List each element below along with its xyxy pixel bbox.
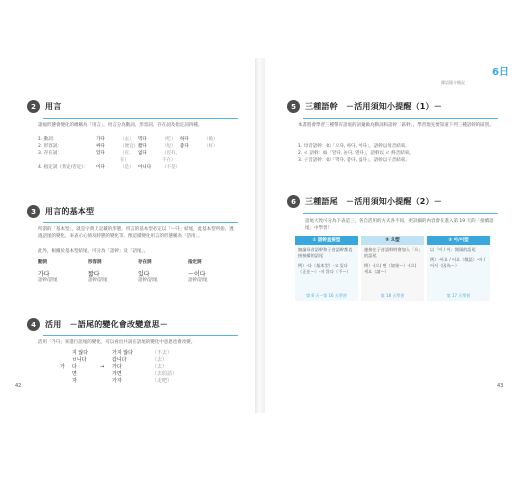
section-6-heading (287, 195, 442, 208)
book-spread (5, 58, 515, 413)
section-4-body: 活用「가다」來進行語尾的變化，可以看出共詞在語尾的變化中意思也會改變。 (38, 340, 196, 345)
column-example: 例）-다（基本型）-고 있다（正在～）-지 않다（不～） (298, 263, 351, 274)
column-header: ① 語幹直接型 (295, 236, 358, 245)
column-footer: 第 18 天學習 (380, 293, 405, 298)
ending-type-column (361, 236, 424, 301)
stem-ending-label: 語幹/語尾 (88, 278, 108, 283)
result-list: 가지 않다 갑니다 가다 가면 가자 (112, 350, 133, 384)
running-header: 韓語簡介概況 (441, 80, 465, 85)
ending-type-column (295, 236, 358, 301)
section-title: 三種語幹 －活用須知小提醒（1）－ (305, 102, 442, 111)
conjugation-diagram (60, 350, 240, 390)
section-4-heading (27, 318, 168, 331)
list-item: 4. 指定詞（肯定/否定）： 이다 （是） 아니다 （不是） (38, 165, 180, 170)
section-divider (303, 213, 498, 214)
list-item: 1. 母音語幹：如「오다, 하다, 이다」，語幹以母音結束。 (298, 144, 410, 149)
stem-ending-label: 語幹/語尾 (38, 278, 58, 283)
column-description: 無論母音語幹和子音語幹都直接接續的語尾 (298, 247, 353, 258)
column-footer: 第 17 天學習 (446, 293, 471, 298)
stem: 가 (60, 364, 65, 370)
section-title: 三種語尾 －活用須知小提醒（2）－ (305, 197, 442, 206)
section-3-body-2: 此外，根據於基本型結尾，可分為「語幹」及「語尾」。 (38, 249, 149, 254)
day-badge: 6日 (492, 67, 509, 78)
list-item: 3. 子音語幹：如「먹다, 좋다, 싫다」，語幹以子音結束。 (298, 158, 410, 163)
book-gutter (255, 58, 265, 413)
stem-type-list (298, 143, 498, 164)
list-item: 3. 存在詞： 있다 （有、在） 없다 （沒有、不在） (38, 151, 180, 163)
ending-type-column (427, 236, 490, 301)
section-5-intro: 本書將會學習三種帶有語尾的詞彙做為動詞和語幹「區幹」，學習現先要知道下列三種語幹的區別。 (298, 123, 494, 128)
section-2-heading (27, 100, 61, 113)
column-header: ② 으型 (361, 236, 424, 245)
section-number: 6 (287, 195, 300, 208)
section-divider (43, 118, 238, 119)
page-number: 42 (15, 383, 22, 389)
column-footer: 第 8 天～第 16 天學習 (306, 293, 347, 298)
section-divider (43, 222, 238, 223)
section-divider (43, 335, 238, 336)
section-3-heading (27, 205, 94, 218)
column-example: 例）-(으) 면（如果～）-(으) 세요（請～） (364, 263, 417, 274)
right-page (265, 58, 515, 413)
list-item: 2. 形容詞： 싸다 （便宜） 짧다 （短） 좋다 （好） (38, 144, 218, 149)
basic-form-column: 形容詞 짧다 語幹/語尾 (88, 259, 128, 284)
section-number: 4 (27, 318, 40, 331)
section-5-heading (287, 100, 442, 113)
section-title: 活用 －語尾的變化會改變意思－ (45, 320, 168, 329)
section-title: 用言的基本型 (45, 207, 95, 216)
list-item: 1. 動詞： 가다 （去） 먹다 （吃） 하다 （做） (38, 137, 218, 142)
section-number: 2 (27, 100, 40, 113)
arrow: → (100, 364, 105, 370)
ending-type-table (295, 236, 490, 308)
section-divider (303, 118, 498, 119)
column-description: 以「아 / 어」開頭的語尾 (430, 247, 476, 252)
column-description: 連接在子音語幹時會加入「으」的語尾 (364, 247, 421, 258)
column-example: 例）-아요 / 어요（敬語）-아 / 어서（因為～） (430, 257, 486, 268)
basic-form-column: 動詞 가다 語幹/語尾 (38, 259, 78, 284)
section-6-body: 語尾大致可分為下表這三，各自活用的方式各不同，更詳細的內容會在進入第 19 天的「接續語尾」中學習！ (305, 219, 494, 231)
section-title: 用言 (45, 102, 62, 111)
ending-list: 지 않다 ㅂ니다 다 면 자 (72, 350, 89, 384)
list-item: 2. ㄹ 語幹：如「알다, 놀다, 멀다」，語幹以 ㄹ 終音結束。 (298, 151, 414, 156)
section-number: 5 (287, 100, 300, 113)
basic-form-column: 存在詞 있다 語幹/語尾 (138, 259, 178, 284)
column-header: ③ 아/어型 (427, 236, 490, 245)
gloss-list: （不去） （去） （去） （去的話） （走吧） (152, 350, 178, 384)
stem-ending-label: 語幹/語尾 (138, 278, 158, 283)
page-number: 43 (497, 383, 504, 389)
section-number: 3 (27, 205, 40, 218)
part-of-speech-list (38, 136, 222, 171)
left-page (5, 58, 255, 413)
section-2-intro: 諸福形態會變化的總稱為「用言」，用言分為動詞、形容詞、存在詞及指定詞四種。 (38, 123, 203, 128)
section-3-body: 所謂的「基本型」，就是字典上記載的形態，用言的基本型必定以「～다」結尾，此基本型所指，透過語尾的變化，來表示心情及時態的變化等。像這樣變化用言的形態稱為「活用」。 (38, 227, 234, 239)
stem-ending-label: 語幹/語尾 (188, 278, 208, 283)
basic-form-table (38, 259, 238, 285)
basic-form-column: 指定詞 ～이다 語幹/語尾 (188, 259, 228, 284)
